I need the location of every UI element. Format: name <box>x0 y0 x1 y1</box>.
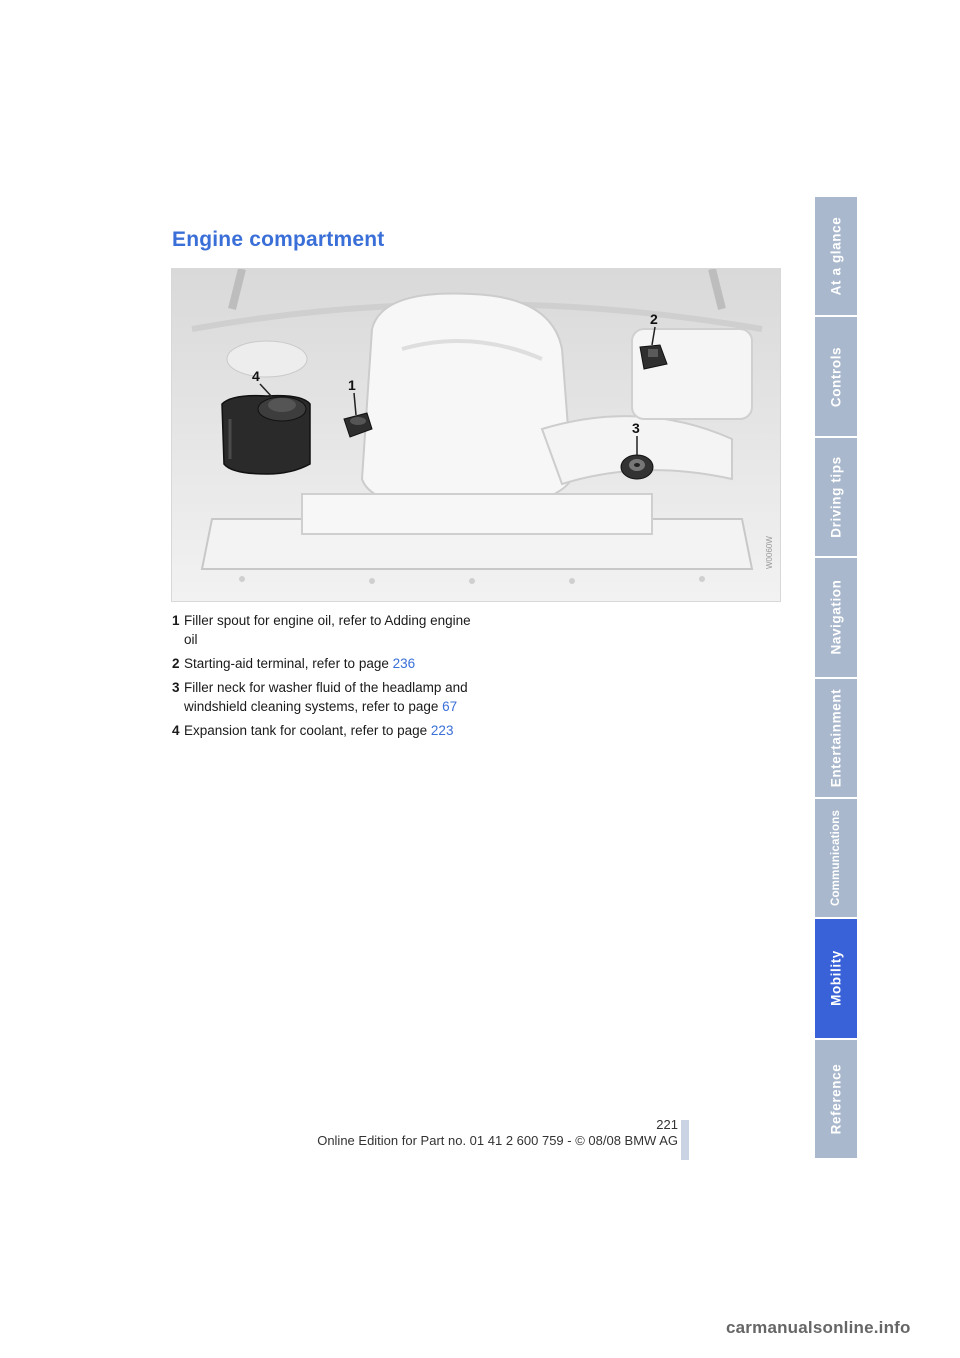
tab-communications[interactable]: Communications <box>815 799 857 919</box>
callout-2: 2 <box>650 311 658 327</box>
component-list <box>172 611 472 745</box>
callout-3: 3 <box>632 420 640 436</box>
item-number: 2 <box>172 656 180 671</box>
item-text: Expansion tank for coolant, refer to page 223 <box>184 723 454 738</box>
list-item <box>172 678 472 716</box>
item-text: Filler spout for engine oil, refer to Adding engine oil <box>184 613 471 647</box>
page-number: 221 <box>656 1117 678 1132</box>
page-marker-bar <box>681 1120 689 1160</box>
footer-text: Online Edition for Part no. 01 41 2 600 759 - © 08/08 BMW AG <box>317 1133 678 1148</box>
page-link[interactable]: 236 <box>392 656 416 671</box>
item-number: 3 <box>172 680 180 695</box>
list-item <box>172 654 472 673</box>
tab-controls[interactable]: Controls <box>815 317 857 437</box>
page-title: Engine compartment <box>172 228 385 251</box>
item-text: Filler neck for washer fluid of the headlamp and windshield cleaning systems, refer to page 67 <box>184 680 468 714</box>
image-code: W0060W <box>765 536 774 569</box>
page-link[interactable]: 223 <box>430 723 454 738</box>
watermark: carmanualsonline.info <box>726 1318 911 1337</box>
item-number: 4 <box>172 723 180 738</box>
item-text: Starting-aid terminal, refer to page 236 <box>184 656 416 671</box>
tab-mobility[interactable]: Mobility <box>815 919 857 1039</box>
list-item <box>172 721 472 740</box>
tab-navigation[interactable]: Navigation <box>815 558 857 678</box>
tab-entertainment[interactable]: Entertainment <box>815 679 857 799</box>
section-tabs <box>815 197 857 1160</box>
item-number: 1 <box>172 613 180 628</box>
engine-compartment-figure <box>171 268 781 602</box>
tab-at-a-glance[interactable]: At a glance <box>815 197 857 317</box>
list-item <box>172 611 472 649</box>
callout-4: 4 <box>252 368 260 384</box>
tab-reference[interactable]: Reference <box>815 1040 857 1160</box>
callout-1: 1 <box>348 377 356 393</box>
page-link[interactable]: 67 <box>442 699 458 714</box>
tab-driving-tips[interactable]: Driving tips <box>815 438 857 558</box>
